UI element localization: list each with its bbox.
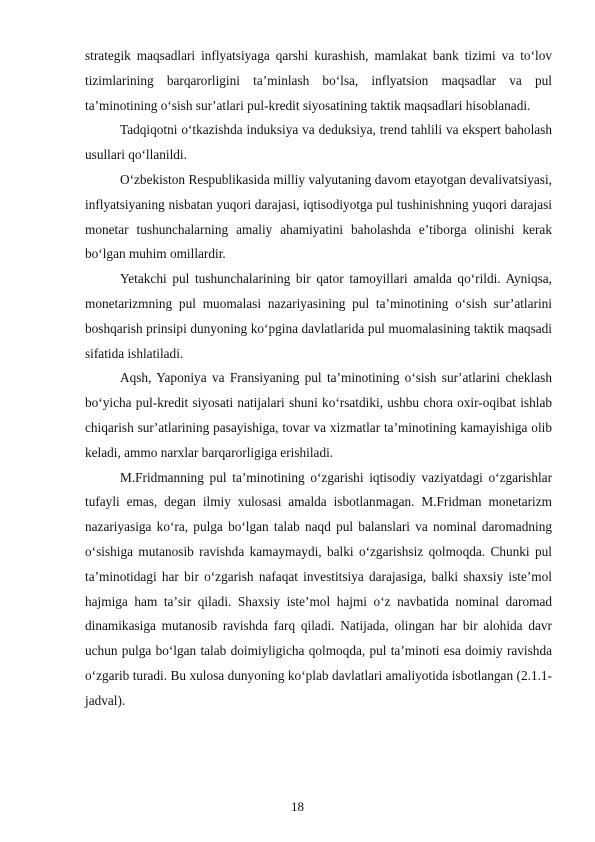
paragraph-strategic-goals: strategik maqsadlari inflyatsiyaga qarshi kurashish, mamlakat bank tizimi va to‘lov tizimlarining barqarorligini taʼminlash boʻlsa, inflyatsion maqsadlar va pul taʼminotining oʻsish surʼatlari pul-kredit siyosatining taktik maqsadlari hisoblanadi. bbox=[85, 48, 552, 113]
paragraph-methods: Tadqiqotni oʻtkazishda induksiya va deduksiya, trend tahlili va ekspert baholash usullari qoʻllanildi. bbox=[85, 122, 552, 163]
document-body bbox=[85, 44, 552, 714]
paragraph-friedman: M.Fridmanning pul taʼminotining oʻzgarishi iqtisodiy vaziyatdagi oʻzgarishlar tufayli emas, degan ilmiy xulosasi amalda isbotlanmagan. M.Fridman monetarizm nazariyasiga koʻra, pulga boʻlgan talab naqd pul balanslari va nominal daromadning oʻsishiga mutanosib ravishda kamaymaydi, balki oʻzgarishsiz qolmoqda. Chunki pul taʼminotidagi har bir oʻzgarish nafaqat investitsiya darajasiga, balki shaxsiy isteʼmol hajmiga ham taʼsir qiladi. Shaxsiy isteʼmol hajmi oʻz navbatida nominal daromad dinamikasiga mutanosib ravishda farq qiladi. Natijada, olingan har bir alohida davr uchun pulga boʻlgan talab doimiyligicha qolmoqda, pul taʼminoti esa doimiy ravishda oʻzgarib turadi. Bu xulosa dunyoning koʻplab davlatlari amaliyotida isbotlangan (2.1.1-jadval). bbox=[85, 469, 552, 708]
paragraph-uzbekistan-factors: Oʻzbekiston Respublikasida milliy valyutaning davom etayotgan devalivatsiyasi, inflyatsiyaning nisbatan yuqori darajasi, iqtisodiyotga pul tushinishning yuqori darajasi monetar tushunchalarning amaliy ahamiyatini baholashda eʼtiborga olinishi kerak boʻlgan muhim omillardir. bbox=[85, 171, 552, 262]
paragraph-monetarism-principles: Yetakchi pul tushunchalarining bir qator tamoyillari amalda qoʻrildi. Ayniqsa, monetarizmning pul muomalasi nazariyasining pul taʼminotining oʻsish surʼatlarini boshqarish prinsipi dunyoning koʻpgina davlatlarida pul muomalasining taktik maqsadi sifatida ishlatiladi. bbox=[85, 271, 552, 361]
paragraph-usa-japan-france: Aqsh, Yaponiya va Fransiyaning pul taʼminotining oʻsish surʼatlarini cheklash boʻyicha pul-kredit siyosati natijalari shuni koʻrsatdiki, ushbu chora oxir-oqibat ishlab chiqarish surʼatlarining pasayishiga, tovar va xizmatlar taʼminotining kamayishiga olib keladi, ammo narxlar barqarorligiga erishiladi. bbox=[85, 370, 552, 460]
page-number: 18 bbox=[291, 799, 304, 814]
